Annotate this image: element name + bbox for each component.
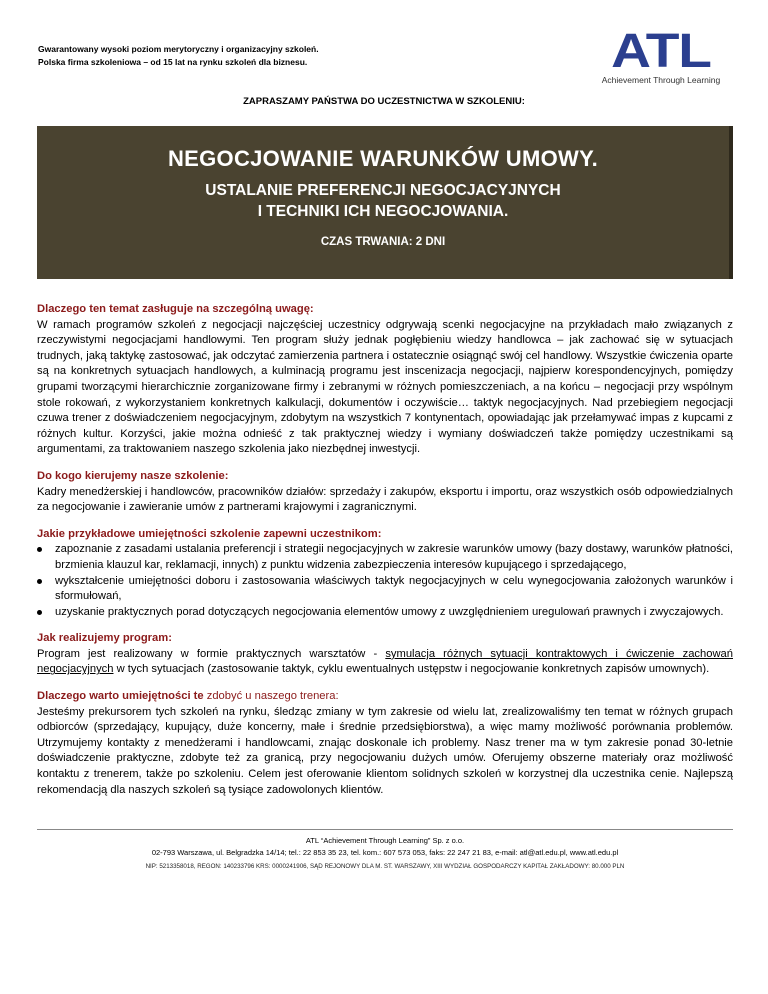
section-text: Jesteśmy prekursorem tych szkoleń na rynku, śledząc zmiany w tym zakresie od wielu lat, zrealizowaliśmy ten temat w różnych grupach odbiorców (sprzedający, kupujący, duże koncerny, małe i średnie przedsiębiorstwa), a więc mamy możliwość porównania problemów. Utrzymujemy kontakty z menedżerami i handlowcami, znając doskonale ich problemy. Nasz trener ma w tym zakresie ponad 30-letnie doświadczenie praktyczne, zdobyte też za granicą, przy negocjowaniu dużych umów. Oferujemy obszerne materiały oraz możliwość kontaktu z trenerem, także po szkoleniu. Celem jest oferowanie klientom solidnych szkoleń w korzystnej dla uczestnika cenie. Najlepszą rekomendacją dla naszych szkoleń są tysiące zadowolonych klientów. (37, 705, 733, 796)
section-text: Kadry menedżerskiej i handlowców, pracowników działów: sprzedaży i zakupów, eksportu i importu, oraz wszystkich osób odpowiedzialnych za negocjowanie i zawieranie umów z partnerami krajowymi i zagranicznymi. (37, 485, 733, 514)
section-heading: Jakie przykładowe umiejętności szkolenie zapewni uczestnikom: (37, 527, 382, 540)
subtitle-line-1: USTALANIE PREFERENCJI NEGOCJACYJNYCH (205, 182, 561, 199)
course-banner (37, 126, 733, 279)
invitation-text: ZAPRASZAMY PAŃSTWA DO UCZESTNICTWA W SZKOLENIU: (243, 96, 525, 107)
header-tagline (38, 43, 319, 69)
subtitle-line-2: I TECHNIKI ICH NEGOCJOWANIA. (257, 203, 509, 220)
course-title: NEGOCJOWANIE WARUNKÓW UMOWY. (167, 146, 599, 171)
page-footer (37, 829, 733, 870)
main-content (37, 302, 733, 809)
section-trainer (37, 689, 733, 798)
section-heading: Dlaczego warto umiejętności te zdobyć u naszego trenera: (37, 690, 339, 703)
logo-subtitle: Achievement Through Learning (601, 75, 721, 85)
course-subtitle (37, 180, 729, 222)
bullet-icon (37, 547, 42, 552)
bullet-icon (37, 579, 42, 584)
tagline-line-1: Gwarantowany wysoki poziom merytoryczny i organizacyjny szkoleń. (38, 44, 319, 54)
section-heading: Do kogo kierujemy nasze szkolenie: (37, 469, 229, 482)
section-heading: Dlaczego ten temat zasługuje na szczególną uwagę: (37, 303, 314, 315)
atl-logo (596, 25, 726, 85)
footer-registry: NIP: 5213358018, REGON: 140233796 KRS: 0000241906, SĄD REJONOWY DLA M. ST. WARSZAWY, XIII WYDZIAŁ GOSPODARCZY KAPITAŁ ZAKŁADOWY: 80.000 PLN (145, 863, 625, 870)
list-item: zapoznanie z zasadami ustalania preferencji i strategii negocjacyjnych w zakresie warunków umowy (bazy dostawy, warunków płatności, brzmienia klauzul kar, reklamacji, innych) z punktu widzenia zabezpieczenia interesów kupującego i sprzedającego, (37, 542, 733, 573)
logo-mark: ATL (611, 25, 711, 78)
list-item: wykształcenie umiejętności doboru i zastosowania właściwych taktyk negocjacyjnych w celu wynegocjowania założonych warunków i sformułowań, (37, 574, 733, 605)
underlined-phrase: symulacja różnych sytuacji kontraktowych i ćwiczenie zachowań negocjacyjnych (37, 647, 733, 676)
section-text: Program jest realizowany w formie praktycznych warsztatów - symulacja różnych sytuacji kontraktowych i ćwiczenie zachowań negocjacyjnych w tych sytuacjach (zastosowanie taktyk, cyklu ewentualnych ustępstw i negocjowanie konkretnych zapisów umownych). (37, 647, 733, 676)
bullet-icon (37, 610, 42, 615)
list-item: uzyskanie praktycznych porad dotyczących negocjowania elementów umowy z uwzględnieniem uregulowań prawnych i zwyczajowych. (37, 605, 733, 621)
footer-address: 02-793 Warszawa, ul. Belgradzka 14/14; tel.: 22 853 35 23, tel. kom.: 607 573 053, faks: 22 247 21 83, e-mail: atl@atl.edu.pl, www.atl.edu.pl (151, 848, 619, 857)
section-text: W ramach programów szkoleń z negocjacji najczęściej uczestnicy odgrywają scenki negocjacyjne na przykładach mało związanych z rzeczywistymi negocjacjami handlowymi. Ten program służy jednak pogłębieniu wiedzy handlowca – jak zachować się w sytuacjach trudnych, jaką taktykę zastosować, jak odczytać zamierzenia partnera i ostatecznie osiągnąć swój cel handlowy. Wszystkie ćwiczenia oparte są na konkretnych sytuacjach handlowych, a kulminacją programu jest inscenizacja negocjacji, najpierw korespondencyjnych, pomiędzy grupami tworzącymi hierarchicznie zorganizowane firmy i zebranymi w różnych pomieszczeniach, a na końcu – negocjacji przy wspólnym stole rokowań, z wykorzystaniem konkretnych kalkulacji, dokumentów i oczywiście… taktyk negocjacyjnych. Nad przebiegiem negocjacji czuwa trener z doświadczeniem negocjacyjnym, zdobytym na wszystkich 7 kontynentach, opowiadając jak przełamywać impas z kupcami z różnych kultur. Korzyści, jakie można odnieść z tak praktycznej wiedzy i wymiany doświadczeń także pomiędzy uczestnikami są argumentami, za traktowaniem naszego szkolenia jako niezbędnej inwestycji. (37, 318, 733, 456)
tagline-line-2: Polska firma szkoleniowa – od 15 lat na rynku szkoleń dla biznesu. (38, 57, 308, 67)
footer-company: ATL “Achievement Through Learning” Sp. z o.o. (305, 836, 465, 845)
section-skills (37, 527, 733, 621)
course-duration: CZAS TRWANIA: 2 DNI (320, 236, 446, 248)
skills-list (37, 542, 733, 620)
section-audience (37, 469, 733, 516)
section-method (37, 631, 733, 678)
section-heading: Jak realizujemy program: (37, 632, 172, 645)
section-why-topic (37, 302, 733, 458)
